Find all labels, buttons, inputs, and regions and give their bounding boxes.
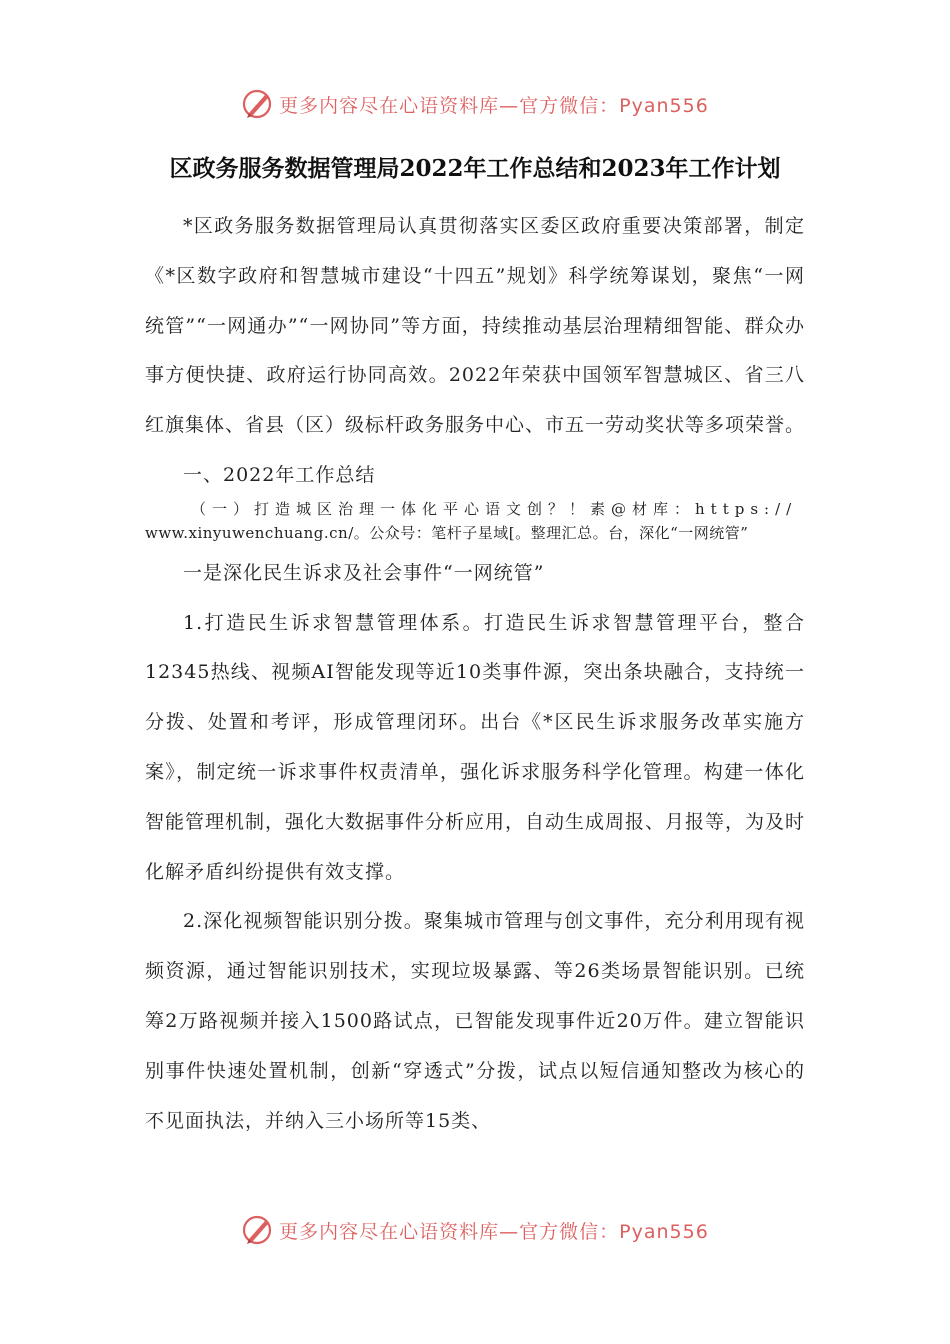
watermark-overlay-block — [145, 497, 805, 545]
document-title: 区政务服务数据管理局2022年工作总结和2023年工作计划 — [169, 155, 781, 182]
banner-text: 更多内容尽在心语资料库—官方微信：Pyan556 — [279, 94, 709, 117]
overlay-line-1: （一）打造城区治理一体化平心语文创？！素@材库：https:// — [191, 499, 798, 518]
paragraph-1: 1.打造民生诉求智慧管理体系。打造民生诉求智慧管理平台，整合12345热线、视频AI智能发现等近10类事件源，突出条块融合，支持统一分拨、处置和考评，形成管理闭环。出台《*区民生诉求服务改革实施方案》，制定统一诉求事件权责清单，强化诉求服务科学化管理。构建一体化智能管理机制，强化大数据事件分析应用，自动生成周报、月报等，为及时化解矛盾纠纷提供有效支撑。 — [145, 611, 806, 883]
document-body — [145, 202, 805, 1146]
banner-text: 更多内容尽在心语资料库—官方微信：Pyan556 — [279, 1220, 709, 1243]
intro-paragraph: *区政务服务数据管理局认真贯彻落实区委区政府重要决策部署，制定《*区数字政府和智慧城市建设“十四五”规划》科学统筹谋划，聚焦“一网统管”“一网通办”“一网协同”等方面，持续推动基层治理精细智能、群众办事方便快捷、政府运行协同高效。2022年荣获中国领军智慧城区、省三八红旗集体、省县（区）级标杆政务服务中心、市五一劳动奖状等多项荣誉。 — [145, 215, 806, 437]
section-heading: 一、2022年工作总结 — [183, 463, 376, 486]
subheading: 一是深化民生诉求及社会事件“一网统管” — [183, 561, 545, 584]
header-banner — [0, 84, 950, 124]
pen-circle-logo-icon — [241, 1213, 275, 1247]
paragraph-2: 2.深化视频智能识别分拨。聚集城市管理与创文事件，充分利用现有视频资源，通过智能识别技术，实现垃圾暴露、等26类场景智能识别。已统筹2万路视频并接入1500路试点，已智能发现事件近20万件。建立智能识别事件快速处置机制，创新“穿透式”分拨，试点以短信通知整改为核心的不见面执法，并纳入三小场所等15类、 — [145, 910, 805, 1132]
pen-circle-logo-icon — [241, 87, 275, 121]
footer-banner — [0, 1210, 950, 1250]
overlay-line-2: www.xinyuwenchuang.cn/。公众号：笔杆子星域[。整理汇总。台，深化“一网统管” — [145, 523, 749, 542]
